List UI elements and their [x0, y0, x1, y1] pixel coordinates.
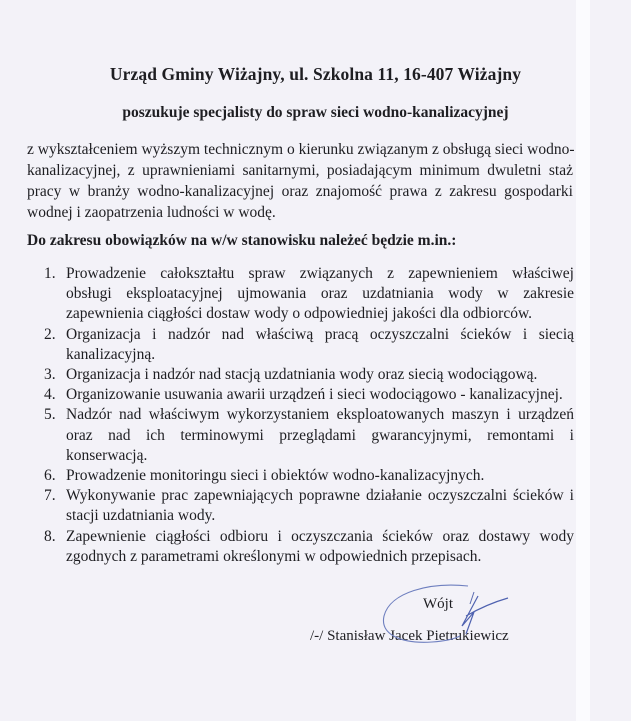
duty-line: zapewnienia ciągłości dostaw wody o odpowiedniej jakości dla odbiorców.	[66, 305, 533, 323]
duty-line: obsługi eksploatacyjnej ujmowania oraz uzdatniania wody w zakresie	[66, 285, 574, 303]
duty-item	[44, 466, 574, 486]
duty-item	[44, 405, 574, 466]
signature-block	[300, 596, 631, 656]
duty-number: 3.	[44, 366, 56, 384]
duty-number: 4.	[44, 386, 56, 404]
duties-list	[44, 264, 574, 567]
duty-item	[44, 527, 574, 567]
duty-item	[44, 264, 574, 325]
intro-paragraph	[27, 139, 573, 223]
duty-line: zgodnych z parametrami określonymi w odpowiednich przepisach.	[66, 547, 482, 565]
intro-line: z wykształceniem wyższym technicznym o kierunku związanym z obsługą sieci wodno-	[27, 141, 575, 158]
duty-line: stacji uzdatniania wody.	[66, 507, 216, 525]
duty-line: Organizacja i nadzór nad właściwą pracą oczyszczalni ścieków i siecią	[66, 325, 574, 343]
duty-number: 8.	[44, 527, 56, 545]
duty-line: kanalizacyjną.	[66, 345, 156, 363]
duty-line: Wykonywanie prac zapewniających poprawne działanie oczyszczalni ścieków i	[66, 487, 574, 505]
organization-title: Urząd Gminy Wiżajny, ul. Szkolna 11, 16-407 Wiżajny	[109, 64, 522, 84]
intro-line: pracy w branży wodno-kanalizacyjnej oraz znajomość prawa z zakresu gospodarki	[27, 183, 573, 200]
duties-heading: Do zakresu obowiązków na w/w stanowisku należeć będzie m.in.:	[27, 232, 457, 249]
duty-item	[44, 385, 574, 405]
intro-line: wodnej i zaopatrzenia ludności w wodę.	[27, 204, 276, 221]
duty-line: Organizowanie usuwania awarii urządzeń i sieci wodociągowo - kanalizacyjnej.	[66, 386, 563, 404]
duty-number: 6.	[44, 467, 56, 485]
duty-item	[44, 486, 574, 526]
job-subtitle: poszukuje specjalisty do spraw sieci wodno-kanalizacyjnej	[122, 104, 509, 121]
duty-item	[44, 365, 574, 385]
duty-line: Zapewnienie ciągłości odbioru i oczyszczania ścieków oraz dostawy wody	[66, 527, 574, 545]
duty-line: konserwacją.	[66, 446, 148, 464]
intro-line: kanalizacyjnej, z uprawnieniami sanitarnymi, posiadającym minimum dwuletni staż	[27, 162, 573, 179]
duty-number: 5.	[44, 406, 56, 424]
signatory-name: /-/ Stanisław Jacek Pietrukiewicz	[310, 628, 509, 644]
duty-line: Nadzór nad właściwym wykorzystaniem eksploatowanych maszyn i urządzeń	[66, 406, 574, 424]
duty-item	[44, 325, 574, 365]
duty-line: oraz nad ich terminowymi przeglądami gwarancyjnymi, remontami i	[66, 426, 574, 444]
duty-number: 2.	[44, 325, 56, 343]
duty-number: 1.	[44, 265, 56, 282]
duty-number: 7.	[44, 487, 56, 505]
duty-line: Organizacja i nadzór nad stacją uzdatniania wody oraz siecią wodociągową.	[66, 366, 538, 384]
signatory-role: Wójt	[423, 596, 453, 612]
duty-line: Prowadzenie monitoringu sieci i obiektów wodno-kanalizacyjnych.	[66, 467, 485, 485]
duty-line: Prowadzenie całokształtu spraw związanych z zapewnieniem właściwej	[66, 265, 574, 282]
